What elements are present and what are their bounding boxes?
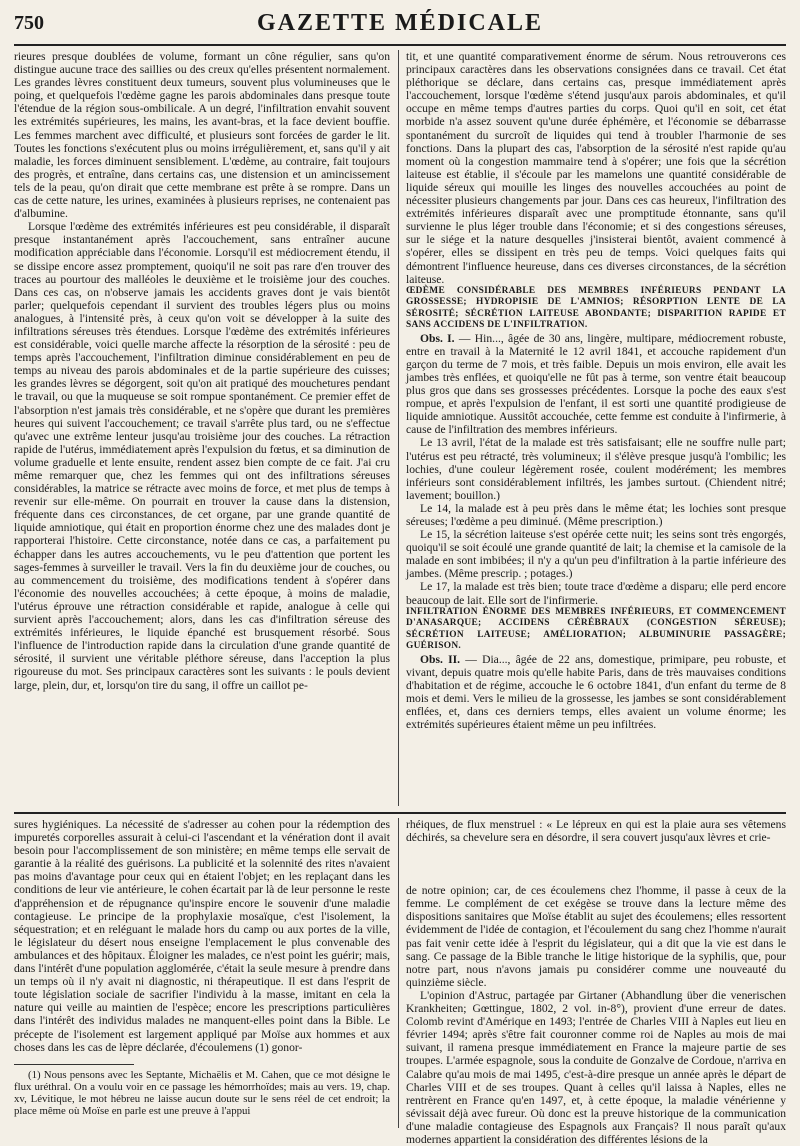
feuilleton-divider xyxy=(398,818,399,1128)
observation-1-day-17: Le 17, la malade est très bien; toute trace d'œdème a disparu; elle perd encore beaucoup de lait. Elle sort de l'infirmerie. xyxy=(406,580,786,607)
masthead-title: GAZETTE MÉDICALE xyxy=(256,10,544,36)
feuilleton-rule xyxy=(14,812,786,814)
observation-2-heading: INFILTRATION ÉNORME DES MEMBRES INFÉRIEURS, ET COMMENCEMENT D'ANASARQUE; ACCIDENS CÉRÉBRAUX (CONGESTION SÉREUSE); SÉCRÉTION LAITEUSE; AMÉLIORATION; ALBUMINURIE PASSAGÈRE; GUÉRISON. xyxy=(406,606,786,652)
observation-1-day-13: Le 13 avril, l'état de la malade est très satisfaisant; elle ne souffre nulle part; l'utérus est peu rétracté, très volumineux; il s'élève presque jusqu'à l'ombilic; les lochies, d'une couleur légèrement rosée, coulent modérément; les membres inférieurs sont considérablement infiltrés, les jambes surtout. (Chiendent nitré; lavement; bouillon.) xyxy=(406,436,786,502)
observation-2-first-paragraph xyxy=(406,653,786,732)
observation-1-day-15: Le 15, la sécrétion laiteuse s'est opérée cette nuit; les seins sont très engorgés, quoiqu'il se soit écoulé une grande quantité de lait; la chemise et la camisole de la malade en sont imbibées; il n'y a qu'un peu d'infiltration à la partie inférieure des jambes. (Même prescrip. ; potages.) xyxy=(406,528,786,581)
observation-2-text: — Dia..., âgée de 22 ans, domestique, primipare, peu robuste, et vivant, depuis quatre mois qu'elle habite Paris, dans de très mauvaises conditions d'habitation et de régime, accouche le 6 octobre 1841, d'un enfant du terme de 8 mois et demi. Vers le milieu de la grossesse, les jambes se sont considérablement enflées, et, dans ces derniers temps, elles avaient un volume énorme; les extrémités supérieures étaient même un peu infiltrées. xyxy=(406,652,786,732)
observation-1-label: Obs. I. xyxy=(420,331,455,345)
footnote-rule xyxy=(14,1054,134,1065)
page-header xyxy=(14,8,786,38)
page-number: 750 xyxy=(14,12,44,34)
observation-1-heading: ŒDÈME CONSIDÉRABLE DES MEMBRES INFÉRIEURS PENDANT LA GROSSESSE; HYDROPISIE DE L'AMNIOS; RÉSORPTION LENTE DE LA SÉROSITÉ; SÉCRÉTION LAITEUSE ABONDANTE; DISPARITION RAPIDE ET SANS ACCIDENS DE L'INFILTRATION. xyxy=(406,285,786,331)
feuilleton-left-paragraph: sures hygiéniques. La nécessité de s'adresser au cohen pour la rédemption des impuretés corporelles assurait à celui-ci l'ascendant et la vénération dont il avait besoin pour l'accomplissement de son ministère; en même temps elle servait de garantie à la réalité des guérisons. La publicité et la solennité des rites n'avaient pas moins d'avantage pour ceux qui en étaient l'objet; en les replaçant dans les conditions de leur vie antérieure, le cohen écartait par là de leur personne le reste d'appréhension et de répugnance qu'inspire encore le souvenir d'une maladie contagieuse. Le principe de la prophylaxie mosaïque, c'est l'isolement, la séquestration; et en reléguant le malade hors du camp ou aux portes de la ville, le législateur du désert nous enseigne l'emplacement le plus convenable des ambulances et des hôpitaux. Éloigner les malades, ce n'est point les guérir; mais, dans l'intérêt d'une population agglomérée, c'était la seule mesure à prendre dans un temps où il n'y avait ni diagnostic, ni thérapeutique. Il est dans l'esprit de toute législation sociale de sacrifier l'individu à la masse, imitant en cela la nature qui veille au maintien de l'espèce; encore les prescriptions particulières dans l'intérêt des individus malades ne manquent-elles point dans la Bible. Le précepte de l'isolement est largement appliqué par Moïse aux hommes et aux choses dans les cas de lèpre déclarée, d'écoulemens (1) gonor- xyxy=(14,818,390,1054)
observation-1-first-paragraph xyxy=(406,332,786,437)
col2-intro: tit, et une quantité comparativement énorme de sérum. Nous retrouverons ces principaux caractères dans les observations consignées dans ce travail. Cet état pléthorique se déclare, dans certains cas, presque immédiatement après l'accouchement, lorsque l'œdème s'étend jusqu'aux parois abdominales, et qu'il occupe en même temps d'autres parties du corps. Quoi qu'il en soit, cet état morbide n'a assez souvent qu'une durée éphémère, et l'économie se débarrasse spontanément du surcroît de liquides qui tend à troubler l'harmonie de ses fonctions. Dans la plupart des cas, l'absorption de la sérosité n'est rapide qu'au moment où la congestion mammaire tend à s'opérer; une fois que la sécrétion laiteuse est établie, il s'écoule par les mamelons une quantité considérable de liquide séreux qui mouille les linges des nouvelles accouchées au point de nécessiter plusieurs changements par jour. Dans ces cas heureux, l'infiltration des extrémités inférieures disparaît avec une promptitude étonnante, sans qu'il survienne le plus léger trouble dans l'économie; et si des congestions séreuses, sur le siége et la nature desquelles j'insisterai bientôt, avaient commencé à s'opérer, elles se dissipent en très peu de temps. Voici quelques faits qui démontrent l'influence heureuse, dans ces diverses circonstances, de la sécrétion laiteuse. xyxy=(406,50,786,286)
column-right xyxy=(406,50,786,806)
feuilleton-left-column xyxy=(14,818,390,1128)
header-rule xyxy=(14,44,786,46)
feuilleton-right-lead: rhéiques, de flux menstruel : « Le lépreux en qui est la plaie aura ses vêtemens déchirés, sa chevelure sera en désordre, il sera couvert jusqu'aux lèvres et crie- xyxy=(406,818,786,845)
col1-paragraph-2: Lorsque l'œdème des extrémités inférieures est peu considérable, il disparaît presque instantanément après l'accouchement, sans entraîner aucune modification appréciable dans l'économie. Lorsqu'il est médiocrement étendu, il se dissipe encore assez promptement, quoiqu'il ne soit pas rare d'en trouver des traces au pourtour des malléoles le deuxième et le troisième jour des couches. Dans ces cas, on n'observe jamais les accidents graves dont je vais bientôt parler; quelquefois cependant il survient des troubles légers plus ou moins analogues, à l'intensité près, à ceux qu'on voit se développer à la suite des infiltrations séreuses très étendues. Lorsque l'œdème des extrémités inférieures est considérable, voici quelle marche affecte la résorption de la sérosité : peu de temps après l'accouchement, l'infiltration diminue considérablement en peu de temps au niveau des parois abdominales et de la partie supérieure des cuisses; les grandes lèvres se dégorgent, soit qu'on ait pratiqué des mouchetures pendant le travail, ou que la muqueuse se soit rompue spontanément. Ce premier effet de l'absorption n'est jamais très considérable, et ne s'opère que durant les premières heures qui suivent l'accouchement; ce travail s'arrête plus tard, ou ne s'effectue qu'avec une extrême lenteur jusqu'au troisième jour des couches. La rétraction rapide de l'utérus, immédiatement après l'expulsion du fœtus, et sa diminution de volume graduelle et lente ensuite, rendent assez bien compte de ce fait. J'ai cru même remarquer que, chez les femmes qui ont des infiltrations séreuses considérables, la matrice se rétracte avec moins de force, et met plus de temps à revenir sur elle-même. On pourrait en trouver la cause dans la distension, fréquente dans ces circonstances, de cet organe, par une grande quantité de liquide amniotique, qui était en proportion énorme chez une des malades dont je rapporterai l'histoire. Cette circonstance, notée dans ce cas, a parfaitement pu échapper dans les autres accouchements, vu le peu d'attention que portent les sages-femmes à surveiller le travail. Vers la fin du deuxième jour de couches, ou au commencement du troisième, des modifications tendent à s'opérer dans l'économie des nouvelles accouchées; à cette époque, à moins de maladie, l'utérus éprouve une rétraction considérable et rapide, analogue à celle qui survient après l'accouchement; alors, dans les cas d'infiltration séreuse des extrémités inférieures, le liquide épanché est brusquement résorbé. Sous l'influence de l'introduction rapide dans la circulation d'une grande quantité de sérosité, il survient une véritable pléthore séreuse, dans l'acception la plus rigoureuse du mot. Ses principaux caractères sont les suivants : le pouls devient large, plein, dur, et, lorsqu'on tire du sang, il offre un caillot pe- xyxy=(14,220,390,692)
feuilleton-gap xyxy=(406,844,786,884)
col1-paragraph-1: rieures presque doublées de volume, formant un cône régulier, sans qu'on distingue aucune trace des saillies ou des creux qu'elles présentent normalement. Les grandes lèvres constituent deux tumeurs, souvent plus volumineuses que le poing, et quelquefois l'œdème gagne les parois abdominales dans presque toute l'étendue de la région sous-ombilicale. A un degré, l'infiltration envahit souvent les extrémités supérieures, les mains, les avant-bras, et la face devient bouffie. Les femmes marchent avec difficulté, et plusieurs sont forcées de garder le lit. Toutes les fonctions s'exécutent plus ou moins irrégulièrement, et, sans qu'il y ait maladie, les forces diminuent sensiblement. L'œdème, au contraire, fait toujours des progrès, et entraîne, dans certains cas, une distension et un amincissement tels de la peau, qu'on dirait que cette membrane est prête à se rompre. Dans un cas de cette nature, les urines, examinées à plusieurs reprises, ne contenaient pas d'albumine. xyxy=(14,50,390,221)
observation-1-day-14: Le 14, la malade est à peu près dans le même état; les lochies sont presque séreuses; l'œdème a peu diminué. (Même prescription.) xyxy=(406,501,786,528)
footnote-1: (1) Nous pensons avec les Septante, Michaëlis et M. Cahen, que ce mot désigne le flux uréthral. On a voulu voir en ce passage les hémorrhoïdes; mais au vers. 19, chap. xv, Lévitique, le mot hébreu ne laisse aucun doute sur le sens réel de cet endroit; la place même où Moïse en parle est une preuve à l'appui xyxy=(14,1068,390,1118)
feuilleton-right-paragraph-1: de notre opinion; car, de ces écoulemens chez l'homme, il passe à ceux de la femme. Le complément de cet exégèse se trouve dans la lecture même des dispositions sanitaires que Moïse établit au sujet des écoulemens; elles ressortent évidemment de l'idée de contagion, et l'écoulement du sang chez l'homme n'aurait pas fait venir cette idée à l'esprit du législateur, qui a dit que la vie est dans le sang. Ce passage de la Bible tranche le litige historique de la syphilis, que, pour notre part, nous n'avons jamais pu considérer comme une nouveauté du quinzième siècle. xyxy=(406,884,786,989)
column-left xyxy=(14,50,390,806)
column-divider xyxy=(398,50,399,806)
feuilleton-right-paragraph-2: L'opinion d'Astruc, partagée par Girtaner (Abhandlung über die venerischen Krankheiten; Gœttingue, 1802, 2 vol. in-8°), provient d'une erreur de dates. Colomb revint d'Amérique en 1493; l'entrée de Charles VIII à Naples eut lieu en février 1494; après s'être fait couronner comme roi de Naples au mois de mai suivant, il ramena presque immédiatement en France la majeure partie de ses troupes. L'armée espagnole, sous la conduite de Gonzalve de Cordoue, n'arriva en Calabre qu'au mois de mai 1495, c'est-à-dire presque un année après le départ de Charles VIII et de ses troupes. Quant à celles qu'il laissa à Naples, elles ne rentrèrent en France qu'en 1497, et, à cette époque, la maladie vénérienne y sévissait déjà avec fureur. Où donc est la preuve historique de la communication d'une maladie contagieuse des Espagnols aux Français? Il nous paraît qu'aux modernes appartient la considération des différentes lésions de la xyxy=(406,988,786,1146)
observation-1-text: — Hin..., âgée de 30 ans, lingère, multipare, médiocrement robuste, entre en travail à la Maternité le 12 avril 1841, et accouche rapidement d'un garçon du terme de 7 mois, et très faible. Depuis un mois environ, elle avait les jambes très enflées, et quoiqu'elle ne fût pas à terme, son ventre était beaucoup plus gros que dans ses grossesses précédentes. Lorsque la poche des eaux s'est rompue, et après l'expulsion de l'enfant, il est sorti une quantité prodigieuse de liquide amniotique. Aussitôt accouchée, cette femme est conduite à l'infirmerie, à cause de l'infiltration des membres inférieurs. xyxy=(406,331,787,437)
feuilleton-right-column xyxy=(406,818,786,1146)
observation-2-label: Obs. II. xyxy=(420,652,461,666)
